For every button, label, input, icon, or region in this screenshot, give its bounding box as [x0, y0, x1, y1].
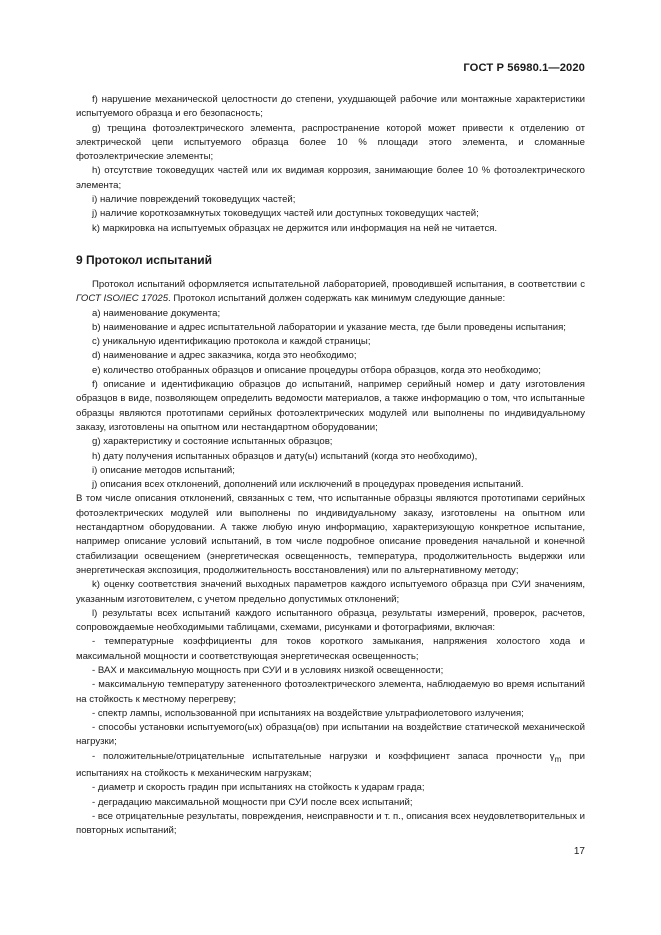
list-item: f) нарушение механической целостности до степени, ухудшающей рабочие или монтажные характеристики испытуемого образца и его безопасность;: [76, 94, 585, 120]
section-heading: 9 Протокол испытаний: [76, 252, 212, 267]
safety-factor-subscript: m: [554, 754, 562, 764]
list-item: c) уникальную идентификацию протокола и каждой страницы;: [92, 336, 371, 348]
list-item: i) наличие повреждений токоведущих частей;: [92, 194, 296, 206]
safety-factor-text: - положительные/отрицательные испытательные нагрузки и коэффициент запаса прочности γ: [92, 750, 555, 762]
list-item: g) трещина фотоэлектрического элемента, распространение которой может привести к отделению от электрической цепи испытуемого образца более 10 % площади этого элемента, и сломанные фотоэлектрические элементы;: [76, 122, 585, 163]
list-item: b) наименование и адрес испытательной лаборатории и указание места, где были проведены испытания;: [92, 321, 566, 333]
safety-factor-text-end: при испытаниях на стойкость к механическим нагрузкам;: [76, 750, 585, 779]
dash-item: - деградацию максимальной мощности при СУИ после всех испытаний;: [92, 796, 413, 808]
dash-item: - ВАХ и максимальную мощность при СУИ и в условиях низкой освещенности;: [92, 664, 444, 676]
dash-item: - максимальную температуру затененного фотоэлектрического элемента, наблюдаемую во время испытаний на стойкость к местному перегреву;: [76, 679, 585, 705]
list-item-continuation: В том числе описания отклонений, связанных с тем, что испытанные образцы являются прототипами серийных фотоэлектрических модулей или выполнены по индивидуальному заказу, изготовлены на опытном или нестандартном оборудовании. А также любую иную информацию, характеризующую конкретное испытание, например описание условий испытаний, в том числе подробное описание проведения начальной и конечной стабилизации освещением (энергетическая освещенность, температура, продолжительность выдержки или энергетическая экспозиция, продолжительность восстановления) или по альтернативному методу;: [76, 493, 585, 576]
dash-item: - диаметр и скорость градин при испытаниях на стойкость к ударам града;: [92, 782, 425, 794]
list-item: d) наименование и адрес заказчика, когда это необходимо;: [92, 350, 357, 362]
list-item: g) характеристику и состояние испытанных образцов;: [92, 436, 333, 448]
list-item: l) результаты всех испытаний каждого испытанного образца, результаты измерений, проверок, расчетов, сопровождаемые необходимыми таблицами, схемами, рисунками и фотографиями, включая:: [76, 607, 585, 634]
intro-text-end: . Протокол испытаний должен содержать как минимум следующие данные:: [168, 293, 506, 305]
list-item: e) количество отобранных образцов и описание процедуры отбора образцов, когда это необходимо;: [92, 364, 541, 376]
list-item: k) оценку соответствия значений выходных параметров каждого испытуемого образца при СУИ значениям, указанным изготовителем, с учетом предельно допустимых отклонений;: [76, 579, 585, 605]
list-item: h) дату получения испытанных образцов и дату(ы) испытаний (когда это необходимо),: [92, 450, 478, 462]
list-item: k) маркировка на испытуемых образцах не держится или информация на ней не читается.: [92, 222, 498, 234]
dash-item: - способы установки испытуемого(ых) образца(ов) при испытании на воздействие статической механической нагрузки;: [76, 722, 585, 748]
list-item: j) наличие короткозамкнутых токоведущих частей или доступных токоведущих частей;: [92, 208, 479, 220]
list-item: а) наименование документа;: [92, 307, 221, 319]
intro-text: Протокол испытаний оформляется испытательной лабораторией, проводившей испытания, в соответствии с: [92, 278, 585, 290]
list-item: f) описание и идентификацию образцов до испытаний, например серийный номер и дату изготовления образцов в виде, позволяющем определить ведомости материалов, а также информацию о том, что испытанные образцы являются прототипами серийных фотоэлектрических модулей или выполнены по индивидуальному заказу, изготовлены на опытном или нестандартном оборудовании;: [76, 379, 585, 433]
dash-item: [76, 750, 585, 782]
dash-item: - все отрицательные результаты, повреждения, неисправности и т. п., описания всех неудовлетворительных и повторных испытаний;: [76, 810, 585, 837]
standard-reference: ГОСТ ISO/IEC 17025: [76, 293, 169, 305]
list-item: i) описание методов испытаний;: [92, 464, 235, 476]
page-content: [76, 93, 585, 838]
list-item: j) описания всех отклонений, дополнений или исключений в процедурах проведения испытаний.: [92, 479, 524, 491]
dash-item: - температурные коэффициенты для токов короткого замыкания, напряжения холостого хода и максимальной мощности и соответствующая энергетическая освещенность;: [76, 636, 585, 662]
list-item: h) отсутствие токоведущих частей или их видимая коррозия, занимающие более 10 % фотоэлектрического элемента;: [76, 165, 585, 191]
page-number: 17: [573, 846, 585, 857]
document-id-header: ГОСТ Р 56980.1—2020: [463, 62, 585, 74]
section-intro: [76, 278, 585, 307]
dash-item: - спектр лампы, использованной при испытаниях на воздействие ультрафиолетового излучения;: [92, 707, 524, 719]
